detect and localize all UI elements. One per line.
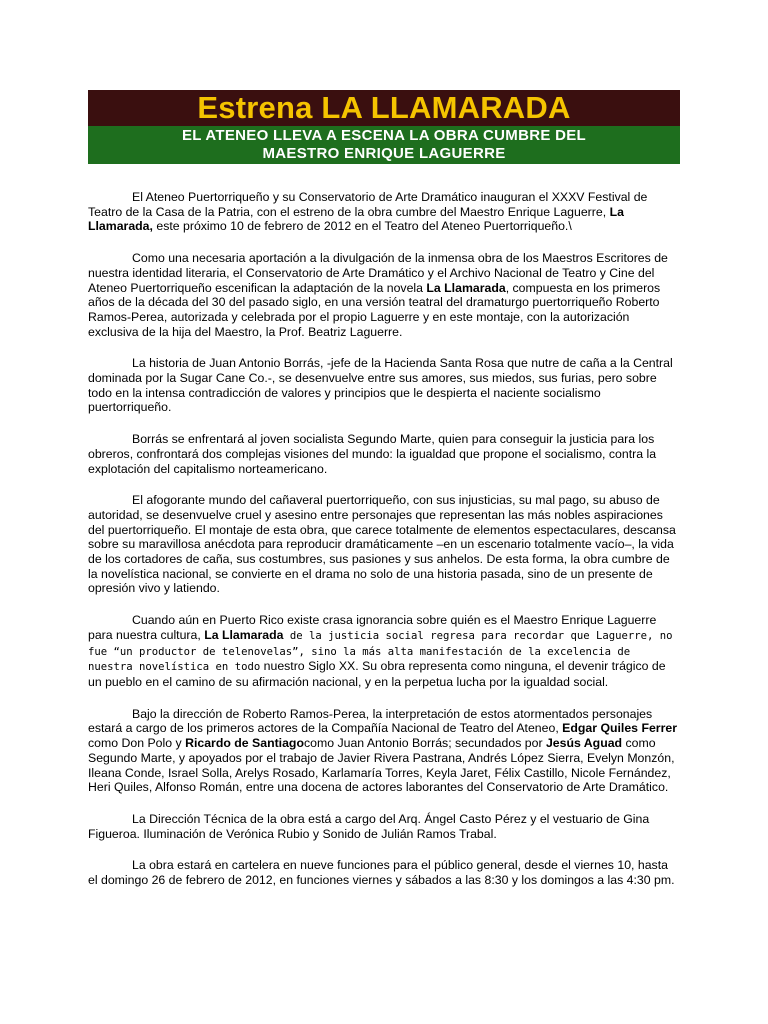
article-body [88, 190, 680, 905]
title-banner [88, 90, 680, 126]
paragraph-8: La Dirección Técnica de la obra está a cargo del Arq. Ángel Casto Pérez y el vestuario de Gina Figueroa. Iluminación de Verónica Rubio y Sonido de Julián Ramos Trabal. [88, 811, 650, 841]
paragraph-2: Como una necesaria aportación a la divulgación de la inmensa obra de los Maestros Escritores de nuestra identidad literaria, el Conservatorio de Arte Dramático y el Archivo Nacional de Teatro y Cine del Ateneo Puertorriqueño escenifican la adaptación de la novela La Llamarada, compuesta en los primeros años de la década del 30 del pasado siglo, en una versión teatral del dramaturgo puertorriqueño Roberto Ramos-Perea, autorizada y celebrada por el propio Laguerre y en este montaje, con la autorización exclusiva de la hija del Maestro, la Prof. Beatriz Laguerre. [88, 251, 668, 339]
paragraph-5: El afogorante mundo del cañaveral puertorriqueño, con sus injusticias, su mal pago, su abuso de autoridad, se desenvuelve cruel y asesino entre personajes que representan las más nobles aspiraciones del puertorriqueño. El montaje de esta obra, que carece totalmente de elementos espectaculares, descansa sobre su maravillosa anécdota para reproducir dramáticamente –en un escenario totalmente vacío–, la vida de los cortadores de caña, sus costumbres, sus pasiones y sus anhelos. De esta forma, la obra cumbre de la novelística nacional, se convierte en el drama no solo de una historia pasada, sino de un presente de opresión vivo y latiendo. [88, 493, 676, 596]
subtitle-line-2: MAESTRO ENRIQUE LAGUERRE [262, 145, 506, 162]
page-title: Estrena LA LLAMARADA [197, 90, 571, 125]
paragraph-4: Borrás se enfrentará al joven socialista Segundo Marte, quien para conseguir la justicia para los obreros, confrontará dos complejas visiones del mundo: la igualdad que propone el socialismo, contra la explotación del capitalismo norteamericano. [88, 432, 657, 476]
paragraph-9: La obra estará en cartelera en nueve funciones para el público general, desde el viernes 10, hasta el domingo 26 de febrero de 2012, en funciones viernes y sábados a las 8:30 y los domingos a las 4:30 pm. [88, 858, 675, 888]
paragraph-3: La historia de Juan Antonio Borrás, -jefe de la Hacienda Santa Rosa que nutre de caña a la Central dominada por la Sugar Cane Co.-, se desenvuelve entre sus amores, sus miedos, sus furias, pero sobre todo en la intensa contradicción de valores y principios que le despierta el naciente socialismo puertorriqueño. [88, 356, 673, 415]
subtitle-banner [88, 126, 680, 164]
paragraph-1: El Ateneo Puertorriqueño y su Conservatorio de Arte Dramático inauguran el XXXV Festival de Teatro de la Casa de la Patria, con el estreno de la obra cumbre del Maestro Enrique Laguerre, La Llamarada, este próximo 10 de febrero de 2012 en el Teatro del Ateneo Puertorriqueño.\ [88, 190, 648, 234]
paragraph-7: Bajo la dirección de Roberto Ramos-Perea, la interpretación de estos atormentados personajes estará a cargo de los primeros actores de la Compañía Nacional de Teatro del Ateneo, Edgar Quiles Ferrer como Don Polo y Ricardo de Santiagocomo Juan Antonio Borrás; secundados por Jesús Aguad como Segundo Marte, y apoyados por el trabajo de Javier Rivera Pastrana, Andrés López Sierra, Evelyn Monzón, Ileana Conde, Israel Solla, Arelys Rosado, Karlamaría Torres, Keyla Jaret, Félix Castillo, Nicole Fernández, Heri Quiles, Alfonso Román, entre una docena de actores laborantes del Conservatorio de Arte Dramático. [88, 706, 677, 795]
subtitle-line-1: EL ATENEO LLEVA A ESCENA LA OBRA CUMBRE DEL [181, 127, 587, 144]
paragraph-6: Cuando aún en Puerto Rico existe crasa ignorancia sobre quién es el Maestro Enrique Laguerre para nuestra cultura, La Llamarada de la justicia social regresa para recordar que Laguerre, no fue “un productor de telenovelas”, sino la más alta manifestación de la excelencia de nuestra novelística en todo nuestro Siglo XX. Su obra representa como ninguna, el devenir trágico de un pueblo en el camino de su afirmación nacional, y en la perpetua lucha por la igualdad social. [88, 613, 673, 689]
